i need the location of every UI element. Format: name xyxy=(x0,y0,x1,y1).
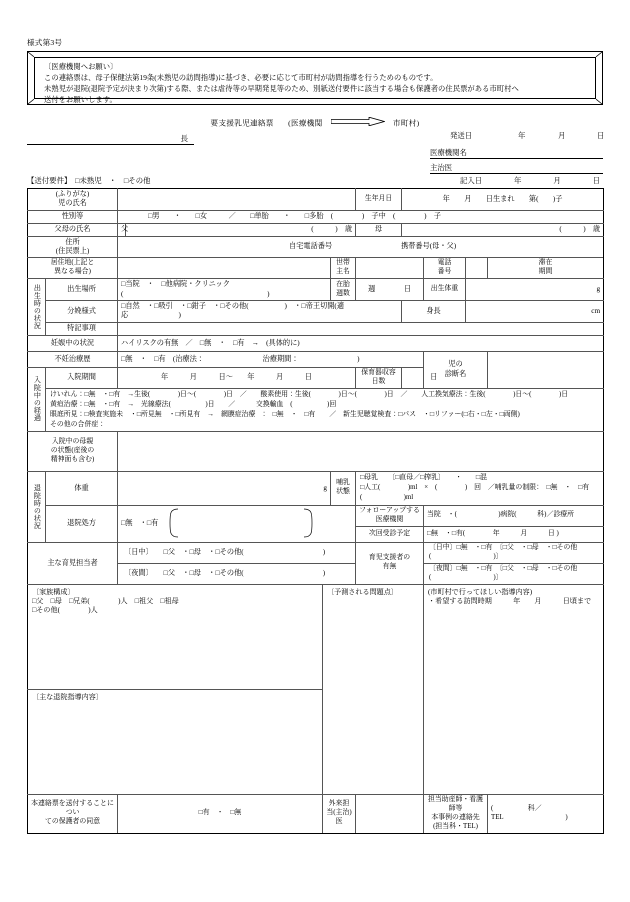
municipal-guidance-line: ・希望する訪問時期 年 月 日頃まで xyxy=(428,596,592,605)
birthdate-label: 生年月日 xyxy=(356,189,402,211)
hospital-vertical-label xyxy=(28,367,46,431)
progress-line-other: その他の合併症： xyxy=(50,420,106,428)
residence-input[interactable] xyxy=(118,258,331,279)
tel-label-line2: 番号 xyxy=(437,268,452,276)
discharge-vertical-label xyxy=(28,471,46,542)
progress-line-fundus: 眼底所見：□検査実施未 ・□所見無 ・□所見有 → 網膜症治療 ： □無 ・ □有 ／ 新生児聴覚検査：□パス ・□リファー(□右・□左・□両側) xyxy=(50,410,520,418)
arrow-icon xyxy=(331,117,385,128)
caregiver-label: 主な育児担当者 xyxy=(28,542,118,584)
send-date-label: 発送日 xyxy=(450,131,473,140)
birth-notes-label: 特記事項 xyxy=(46,322,118,335)
notice-line-2: 未熟児が退院(退院予定が決まり次第)する際、または虐待等の早期発見等のため、別紙送付要件に該当する場合も保護者の住民票がある市町村へ xyxy=(44,84,519,94)
row-infertility xyxy=(28,351,604,367)
title-paren-open: (医療機関 xyxy=(288,118,323,128)
row-family-composition xyxy=(28,584,604,689)
discharge-weight-label: 体重 xyxy=(46,471,118,505)
discharge-vertical-label-text: 退院時の状況 xyxy=(33,483,42,530)
row-caregiver-day xyxy=(28,542,604,563)
address-label-line1: 住所 xyxy=(65,237,80,246)
gestation-weeks-label xyxy=(331,279,356,301)
birth-notes-input[interactable] xyxy=(118,322,604,335)
document-title-main: 要支援乳児連絡票 xyxy=(210,118,274,128)
form-number: 様式第3号 xyxy=(27,38,63,47)
institution-name-label-underline xyxy=(430,158,463,159)
row-mother-state xyxy=(28,431,604,471)
delivery-mode-input[interactable]: □自然 ・□吸引 ・□鉗子 ・□その他( ) ・□帝王切開(適応 ) xyxy=(118,301,402,323)
progress-line-jaundice: 黄疸治療：□無 ・□有 → 光線療法( )日 ／ 交換輸血 ( )回 xyxy=(50,400,337,408)
row-delivery-mode xyxy=(28,301,604,323)
consent-label-line2: ての保護者の同意 xyxy=(44,818,101,826)
birth-weight-input[interactable]: g xyxy=(466,279,604,301)
infertility-close-paren: ) xyxy=(357,354,360,363)
family-composition-panel[interactable] xyxy=(28,584,323,689)
supporter-night-input[interactable]: 〔夜間〕□無 ・□有 〔□父 ・□母 ・□その他( )〕 xyxy=(424,563,604,584)
tel-label xyxy=(424,258,466,279)
notice-line-1: この連絡票は、母子保健法第19条(未熟児の訪問指導)に基づき、必要に応じて市町村が訪問指導を行うためのものです。 xyxy=(44,73,438,83)
entry-date-label: 記入日 xyxy=(460,176,483,185)
contact-label xyxy=(424,794,488,833)
entry-date-row xyxy=(460,176,600,185)
home-tel-label: 自宅電話番号 xyxy=(289,241,333,250)
discharge-prescription-value: □無 ・□有 xyxy=(121,519,159,528)
pregnancy-input[interactable]: ハイリスクの有無 ／ □無 ・ □有 → (具体的に) xyxy=(118,335,604,351)
row-residence xyxy=(28,258,604,279)
address-label-line2: (住民票上) xyxy=(55,247,90,256)
brace-icon xyxy=(166,508,316,541)
household-head-input[interactable] xyxy=(356,258,424,279)
contact-input[interactable]: ( 科／TEL ) xyxy=(488,794,604,833)
height-input[interactable]: cm xyxy=(466,301,604,323)
residence-label-line2: 異なる場合) xyxy=(54,268,91,276)
notice-line-3: 送付をお願いします。 xyxy=(44,95,117,105)
child-name-text: 児の氏名 xyxy=(58,199,87,208)
delivery-mode-label: 分娩様式 xyxy=(46,301,118,323)
institution-name-label: 医療機関名 xyxy=(430,148,467,157)
mobile-tel-label: 携帯番号(母・父) xyxy=(401,241,457,250)
household-label-line1: 世帯 xyxy=(336,259,350,267)
discharge-prescription-input[interactable] xyxy=(118,505,356,542)
family-composition-line1: □父 □母 □兄弟( )人 □祖父 □祖母 xyxy=(32,596,179,605)
municipal-guidance-panel[interactable] xyxy=(424,584,604,794)
next-visit-label: 次回受診予定 xyxy=(356,526,424,542)
row-birth-notes xyxy=(28,322,604,335)
infertility-label: 不妊治療歴 xyxy=(28,351,118,367)
outpatient-doctor-input[interactable] xyxy=(356,794,424,833)
birth-situation-vertical-label xyxy=(28,279,46,335)
mother-mark: 母 xyxy=(356,223,402,236)
discharge-guidance-title: 〔主な退院指導内容〕 xyxy=(32,692,103,701)
send-date-day: 日 xyxy=(597,131,605,140)
send-date-month: 月 xyxy=(558,131,566,140)
supporter-label xyxy=(356,542,424,584)
document-title xyxy=(0,118,630,129)
followup-institution-input[interactable]: 当院 ・( )病院( 科)／診療所 xyxy=(424,505,604,526)
mother-name-input[interactable]: ( ) 歳 xyxy=(402,223,604,236)
problems-panel[interactable] xyxy=(323,584,424,794)
feeding-line-1: □母乳 〔□直母／□搾乳〕 ・ □混 xyxy=(360,473,487,481)
father-mark: 父 xyxy=(118,223,126,236)
incubator-days-input[interactable]: 日 xyxy=(402,367,466,388)
row-pregnancy xyxy=(28,335,604,351)
feeding-status-input[interactable] xyxy=(356,471,604,505)
birthdate-input[interactable]: 年 月 日生まれ 第( )子 xyxy=(402,189,604,211)
consent-label-line1: 本連絡票を送付することについ xyxy=(31,800,114,817)
mother-state-label xyxy=(28,431,118,471)
gestation-weeks-input[interactable]: 週 日 xyxy=(356,279,424,301)
caregiver-night-input[interactable]: 〔夜間〕 □父 ・□母 ・□その他( ) xyxy=(118,563,356,584)
notice-text xyxy=(44,61,590,105)
hospital-vertical-label-text: 入院中の経過 xyxy=(33,376,42,423)
discharge-prescription-label: 退院処方 xyxy=(46,505,118,542)
height-label: 身長 xyxy=(402,301,466,323)
notice-title: 〔医療機関へお願い〕 xyxy=(44,62,118,71)
progress-line-convulsion: けいれん：□無 ・□有 →生後( )日～( )日 ／ 酸素使用：生後( )日～( )日 ／ 人工換気療法：生後( )日～( )日 xyxy=(50,390,569,398)
attending-doctor-underline xyxy=(430,173,603,174)
residence-label xyxy=(28,258,118,279)
consent-label xyxy=(28,794,118,833)
attending-doctor-label-underline xyxy=(430,173,453,174)
row-discharge-prescription xyxy=(28,505,604,526)
municipality-head-field[interactable] xyxy=(27,132,194,145)
row-parents xyxy=(28,223,604,236)
child-diagnosis-input[interactable] xyxy=(488,351,604,388)
sex-label: 性別等 xyxy=(28,210,118,223)
residence-label-line1: 居住地(上記と xyxy=(50,259,95,267)
send-requirement: 【送付要件】 □未熟児 ・ □その他 xyxy=(27,176,151,185)
entry-date-month: 月 xyxy=(553,176,561,185)
birth-situation-label-text: 出生時の状況 xyxy=(33,284,42,330)
discharge-guidance-panel[interactable] xyxy=(28,689,323,794)
birth-place-input[interactable]: □当院 ・ □他病院・クリニック( ) xyxy=(118,279,331,301)
municipal-guidance-title: (市町村で行ってほしい指導内容) xyxy=(428,587,533,596)
family-composition-title: 〔家族構成〕 xyxy=(32,587,75,596)
household-head-label xyxy=(331,258,356,279)
tel-input[interactable] xyxy=(466,258,488,279)
hospital-period-label: 入院期間 xyxy=(46,367,118,388)
hospital-period-input[interactable]: 年 月 日～ 年 月 日 xyxy=(118,367,356,388)
diagnosis-label-line1: 児の xyxy=(448,360,463,369)
hospital-progress-input[interactable] xyxy=(46,388,604,431)
birth-place-label: 出生場所 xyxy=(46,279,118,301)
title-paren-close: 市町村) xyxy=(392,118,420,128)
infertility-period-label: 治療期間： xyxy=(262,354,299,363)
address-input-area[interactable] xyxy=(118,236,604,258)
father-name-input[interactable]: ( ) 歳 xyxy=(126,223,356,236)
contact-label-line2: 本事例の連絡先(担当科・TEL) xyxy=(431,813,480,830)
infertility-input[interactable] xyxy=(118,351,424,367)
consent-input[interactable]: □有 ・ □無 xyxy=(118,794,323,833)
furigana-label: (ふりがな) xyxy=(55,190,90,198)
feeding-status-label: 哺乳状態 xyxy=(331,471,356,505)
supporter-day-input[interactable]: 〔日中〕□無 ・□有 〔□父 ・□母 ・□その他( )〕 xyxy=(424,542,604,563)
caregiver-day-input[interactable]: 〔日中〕 □父 ・□母 ・□その他( ) xyxy=(118,542,356,563)
send-date-year: 年 xyxy=(518,131,526,140)
household-label-line2: 主名 xyxy=(336,268,350,276)
problems-title: 〔予測される問題点〕 xyxy=(327,587,398,596)
address-label xyxy=(28,236,118,258)
birth-weight-label: 出生体重 xyxy=(424,279,466,301)
attending-doctor-label: 主治医 xyxy=(430,163,453,172)
parents-name-label: 父母の氏名 xyxy=(28,223,118,236)
tel-label-line1: 電話 xyxy=(437,259,452,267)
row-hospital-progress xyxy=(28,388,604,431)
followup-institution-label: フォローアップする医療機関 xyxy=(356,505,424,526)
feeding-line-2: □人工( )ml × ( ) 回 ／哺乳量の制限： □無 ・ □有 ( )ml xyxy=(360,484,597,502)
entry-date-day: 日 xyxy=(592,176,600,185)
diagnosis-label-line2: 診断名 xyxy=(444,369,467,378)
stay-period-label xyxy=(488,258,604,279)
child-name-input[interactable] xyxy=(118,189,356,211)
row-sex xyxy=(28,210,604,223)
mother-state-label-line2: の状態(産後の xyxy=(50,446,95,454)
row-child-name xyxy=(28,189,604,211)
contact-label-line1: 担当助産師・看護師等 xyxy=(427,795,484,812)
child-name-label xyxy=(28,189,118,211)
next-visit-input[interactable]: □無 ・□有( 年 月 日 ) xyxy=(424,526,604,542)
row-discharge-weight xyxy=(28,471,604,505)
main-form-table xyxy=(27,188,604,834)
outpatient-doctor-label: 外来担当(主治)医 xyxy=(323,794,356,833)
sex-options[interactable]: □男 ・ □女 ／ □単胎 ・ □多胎 ( ) 子中 ( ) 子 xyxy=(118,210,604,223)
family-composition-line2: □その他( )人 xyxy=(32,606,98,615)
infertility-value-text: □無 ・ □有 (治療法： xyxy=(121,354,204,363)
row-address xyxy=(28,236,604,258)
municipality-head-label: 長 xyxy=(180,133,188,143)
supporter-label-line1: 育児支援者の xyxy=(368,554,411,562)
mother-state-label-line1: 入院中の母親 xyxy=(51,437,94,445)
row-birth-place xyxy=(28,279,604,301)
gestation-label-text: 在胎週数 xyxy=(336,280,350,297)
stay-label-line2: 期間 xyxy=(538,268,553,276)
stay-label-line1: 滞在 xyxy=(538,259,553,267)
incubator-days-label: 保育器収容日数 xyxy=(356,367,402,388)
supporter-label-line2: 有無 xyxy=(382,563,397,571)
pregnancy-label: 妊娠中の状況 xyxy=(28,335,118,351)
mother-state-label-line3: 精神面も含む) xyxy=(50,455,95,463)
entry-date-year: 年 xyxy=(514,176,522,185)
notice-box xyxy=(27,51,603,105)
mother-state-input[interactable] xyxy=(118,431,604,471)
discharge-weight-input[interactable]: g xyxy=(118,471,331,505)
row-consent xyxy=(28,794,604,833)
